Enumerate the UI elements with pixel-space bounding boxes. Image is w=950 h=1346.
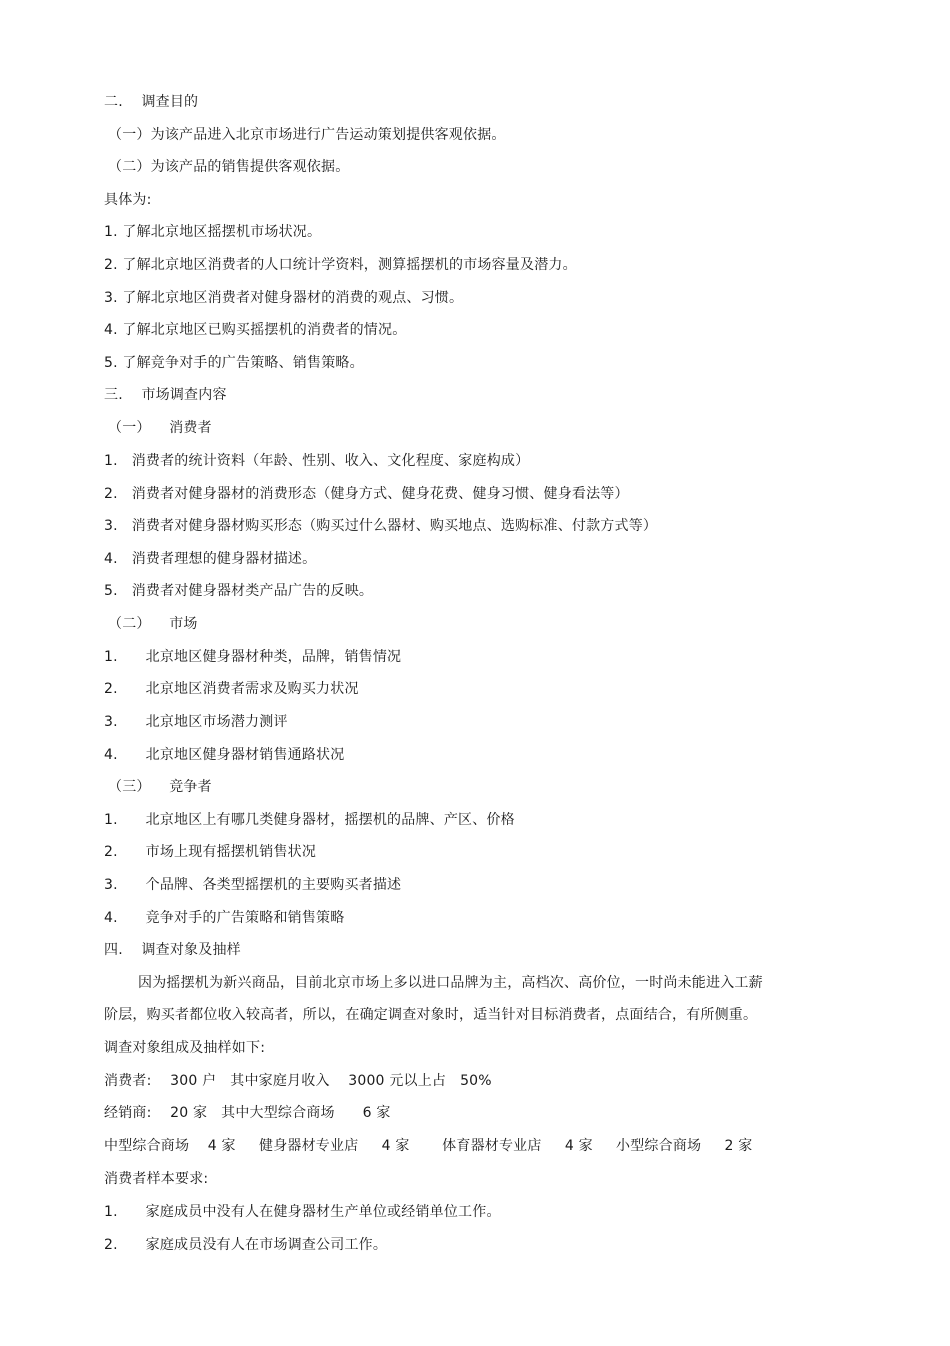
purpose-item-1: （一）为该产品进入北京市场进行广告运动策划提供客观依据。 (108, 127, 506, 143)
specifics-label: 具体为: (104, 192, 152, 208)
specific-item: 4. 了解北京地区已购买摇摆机的消费者的情况。 (104, 322, 407, 338)
section-heading-4: 四. 调查对象及抽样 (104, 942, 241, 958)
competitor-item: 2. 市场上现有摇摆机销售状况 (104, 844, 317, 860)
requirement-item: 1. 家庭成员中没有人在健身器材生产单位或经销单位工作。 (104, 1204, 501, 1220)
market-item: 3. 北京地区市场潜力测评 (104, 714, 288, 730)
subsection-consumers: （一） 消费者 (108, 420, 212, 436)
sample-intro: 调查对象组成及抽样如下: (104, 1040, 266, 1056)
consumer-item: 2. 消费者对健身器材的消费形态（健身方式、健身花费、健身习惯、健身看法等） (104, 486, 629, 502)
consumer-item: 3. 消费者对健身器材购买形态（购买过什么器材、购买地点、选购标准、付款方式等） (104, 518, 658, 534)
purpose-item-2: （二）为该产品的销售提供客观依据。 (108, 159, 350, 175)
specific-item: 1. 了解北京地区摇摆机市场状况。 (104, 224, 322, 240)
requirement-item: 2. 家庭成员没有人在市场调查公司工作。 (104, 1237, 388, 1253)
specific-item: 3. 了解北京地区消费者对健身器材的消费的观点、习惯。 (104, 290, 464, 306)
sample-requirements-label: 消费者样本要求: (104, 1171, 209, 1187)
consumer-item: 5. 消费者对健身器材类产品广告的反映。 (104, 583, 374, 599)
specific-item: 2. 了解北京地区消费者的人口统计学资料，测算摇摆机的市场容量及潜力。 (104, 257, 577, 273)
paragraph-line: 因为摇摆机为新兴商品，目前北京市场上多以进口品牌为主，高档次、高价位，一时尚未能进入工薪 (138, 975, 763, 991)
competitor-item: 1. 北京地区上有哪几类健身器材，摇摆机的品牌、产区、价格 (104, 812, 515, 828)
market-item: 4. 北京地区健身器材销售通路状况 (104, 747, 345, 763)
competitor-item: 4. 竞争对手的广告策略和销售策略 (104, 910, 345, 926)
subsection-market: （二） 市场 (108, 616, 198, 632)
section-heading-3: 三. 市场调查内容 (104, 387, 227, 403)
market-item: 2. 北京地区消费者需求及购买力状况 (104, 681, 359, 697)
market-item: 1. 北京地区健身器材种类，品牌，销售情况 (104, 649, 402, 665)
competitor-item: 3. 个品牌、各类型摇摆机的主要购买者描述 (104, 877, 402, 893)
specific-item: 5. 了解竞争对手的广告策略、销售策略。 (104, 355, 364, 371)
paragraph-line: 阶层，购买者都位收入较高者，所以，在确定调查对象时，适当针对目标消费者，点面结合，有所侧重。 (104, 1007, 758, 1023)
consumer-item: 4. 消费者理想的健身器材描述。 (104, 551, 317, 567)
subsection-competitors: （三） 竞争者 (108, 779, 212, 795)
section-heading-2: 二. 调查目的 (104, 94, 199, 110)
sample-dealer-breakdown: 中型综合商场 4 家 健身器材专业店 4 家 体育器材专业店 4 家 小型综合商场 2 家 (104, 1138, 753, 1154)
consumer-item: 1. 消费者的统计资料（年龄、性别、收入、文化程度、家庭构成） (104, 453, 530, 469)
sample-dealers: 经销商: 20 家 其中大型综合商场 6 家 (104, 1105, 391, 1121)
sample-consumers: 消费者: 300 户 其中家庭月收入 3000 元以上占 50% (104, 1073, 492, 1089)
